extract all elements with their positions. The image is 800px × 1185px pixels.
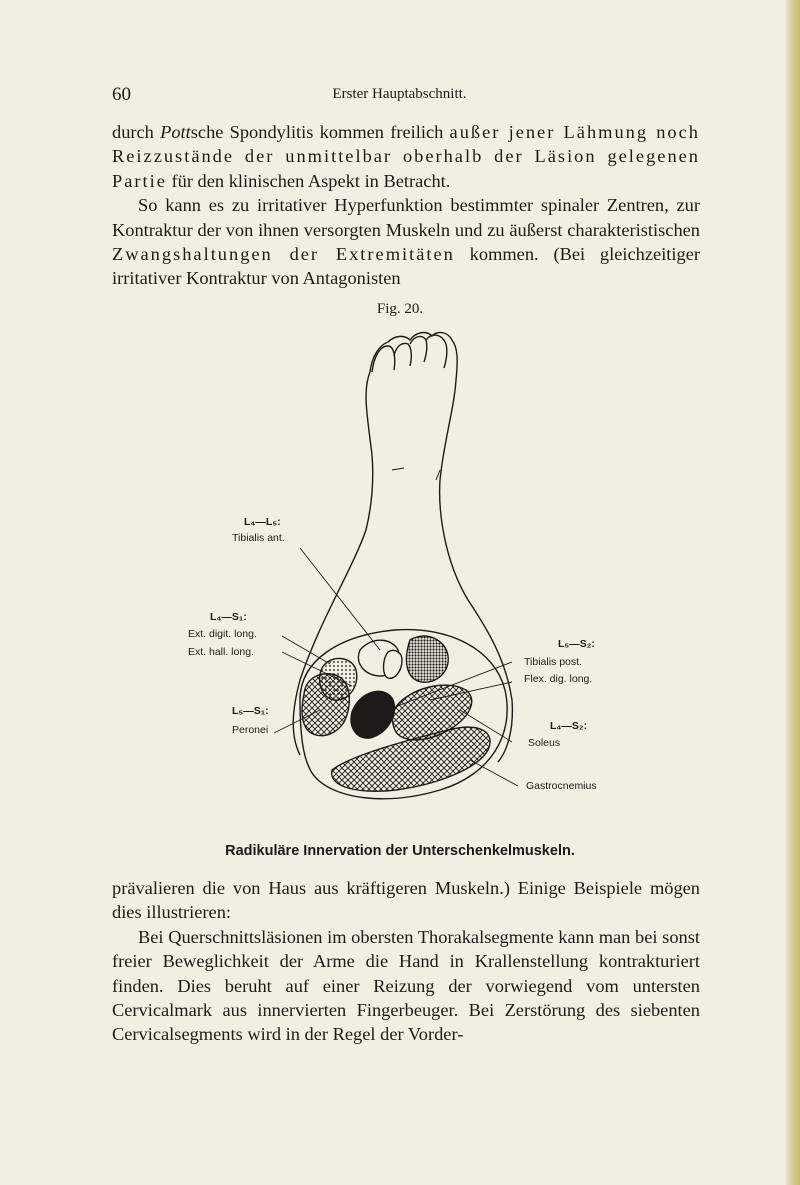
spaced-emphasis: Zwangshaltungen der Extremitäten [112, 244, 455, 265]
paragraph-3: prävalieren die von Haus aus kräftigeren Muskeln.) Einige Beispiele mögen dies illustrieren: [112, 878, 700, 923]
text-run: So kann es zu irritativer Hyperfunktion bestimmter spinaler Zentren, zur Kontraktur der von ihnen versorgten Muskeln und zu äußerst charakteristischen [112, 195, 700, 240]
toe-4 [426, 335, 447, 368]
segment-label: L₄—S₁: [210, 611, 247, 623]
italic-name: Pott [160, 122, 191, 142]
label-tib-post-seg [558, 638, 595, 651]
label-ext-hall: Ext. hall. long. [188, 646, 254, 658]
toe-2 [394, 344, 411, 367]
label-soleus-seg [550, 720, 587, 733]
text-run: für den klinischen Aspekt in Betracht. [166, 170, 451, 191]
segment-label: L₄—S₂: [550, 720, 588, 732]
label-ext-seg [210, 611, 247, 624]
label-ext-digit: Ext. digit. long. [188, 628, 257, 640]
text-run: durch [112, 122, 161, 142]
toe-1 [372, 346, 395, 372]
label-gastrocnemius: Gastrocnemius [526, 780, 597, 792]
leader-ext-digit [282, 636, 330, 664]
figure-caption: Radikuläre Innervation der Unterschenkelmuskeln. [225, 843, 575, 859]
segment-label: L₅—S₁: [232, 705, 269, 717]
body-text-bottom [112, 876, 700, 1047]
figure-title: Fig. 20. [376, 301, 424, 317]
label-peronei: Peronei [232, 724, 269, 736]
running-head: Erster Hauptabschnitt. [332, 86, 467, 102]
segment-label: L₅—S₂: [558, 638, 595, 650]
label-tibialis-ant-seg [244, 516, 281, 529]
toe-3 [410, 337, 427, 362]
label-tibialis-ant: Tibialis ant. [232, 532, 285, 544]
label-peronei-seg [232, 705, 269, 718]
page-number: 60 [112, 84, 131, 105]
label-soleus: Soleus [528, 737, 561, 749]
text-run: kommen. (Bei gleichzeitiger irritativer Kontraktur von Antagonisten [112, 244, 701, 289]
leader-tibialis-ant [300, 548, 380, 650]
leader-gastro [470, 760, 518, 786]
label-tib-post: Tibialis post. [524, 656, 582, 668]
flexor-dots-shape [406, 636, 448, 682]
text-run: sche Spondylitis kommen freilich [190, 122, 450, 142]
label-flex-dig: Flex. dig. long. [524, 673, 593, 685]
segment-label: L₄—L₅: [244, 516, 281, 528]
spaced-emphasis: außer jener Lähmung noch Reizzustände der unmittelbar oberhalb der Läsion gelegenen Partie [112, 122, 700, 191]
paragraph-4: Bei Querschnittsläsionen im obersten Thorakalsegmente kann man bei sonst freier Beweglichkeit der Arme die Hand in Krallenstellung kontrakturiert finden. Dies beruht auf einer Reizung der vorwiegend vom untersten Cervicalmark aus innervierten Fingerbeuger. Bei Zerstörung des siebenten Cervicalsegments wird in der Regel der Vorder- [112, 926, 700, 1045]
